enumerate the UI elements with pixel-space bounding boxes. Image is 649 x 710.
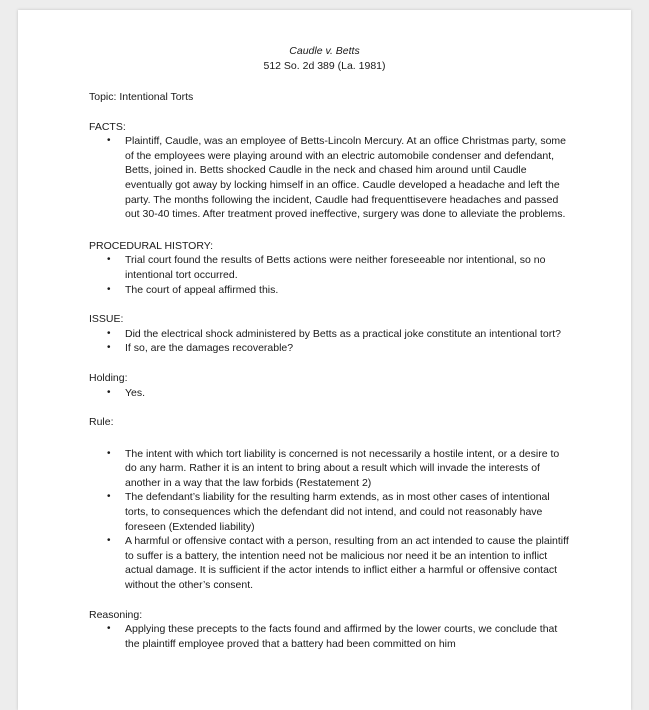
- bullet-icon: •: [107, 327, 111, 339]
- procedural-history-heading: PROCEDURAL HISTORY:: [89, 239, 214, 252]
- bullet-icon: •: [107, 447, 111, 459]
- rule-bullet-text: The defendant’s liability for the resulting harm extends, as in most other cases of intentional torts, to consequences which the defendant did not intend, and could not reasonably have foreseen (Extended liability): [125, 491, 550, 533]
- bullet-icon: •: [107, 535, 111, 547]
- brief-content: [89, 90, 569, 651]
- bullet-icon: •: [107, 135, 111, 147]
- procedural-history-bullet-text: Trial court found the results of Betts actions were neither foreseeable nor intentional, so no intentional tort occurred.: [125, 254, 546, 281]
- reasoning-list: [89, 622, 569, 651]
- case-citation: 512 So. 2d 389 (La. 1981): [263, 60, 386, 72]
- rule-heading: Rule:: [89, 416, 114, 429]
- topic-line: Topic: Intentional Torts: [89, 91, 194, 103]
- document-page: [18, 10, 631, 710]
- bullet-icon: •: [107, 342, 111, 354]
- rule-bullet-text: The intent with which tort liability is concerned is not necessarily a hostile intent, or a desire to do any harm. Rather it is an intent to bring about a result which will invade the interests of another in a way that the law forbids (Restatement 2): [125, 447, 560, 489]
- rule-bullet-text: A harmful or offensive contact with a person, resulting from an act intended to cause the plaintiff to suffer is a battery, the intention need not be malicious nor need it be an intention to inflict actual damage. It is sufficient if the actor intends to inflict either a harmful or offensive contact without the other’s consent.: [125, 535, 569, 592]
- bullet-icon: •: [107, 254, 111, 266]
- procedural-history-bullet-text: The court of appeal affirmed this.: [125, 283, 279, 296]
- issue-bullet-text: If so, are the damages recoverable?: [125, 342, 294, 355]
- list-item: [107, 490, 569, 534]
- procedural-history-list: [89, 253, 569, 297]
- facts-heading: FACTS:: [89, 120, 126, 133]
- case-title-block: [18, 44, 631, 74]
- list-item: [107, 386, 569, 401]
- list-item: [107, 283, 569, 298]
- issue-bullet-text: Did the electrical shock administered by Betts as a practical joke constitute an intentional tort?: [125, 327, 561, 340]
- facts-list: [89, 134, 569, 222]
- list-item: [107, 622, 569, 651]
- reasoning-heading: Reasoning:: [89, 608, 143, 621]
- facts-bullet-text: Plaintiff, Caudle, was an employee of Betts-Lincoln Mercury. At an office Christmas party, some of the employees were playing around with an electric automobile condenser and defendant, Betts, joined in. Betts shocked Caudle in the neck and chased him around until Caudle eventually got away by locking himself in an office. Caudle developed a headache and left the party. The months following the incident, Caudle had frequenttisevere headaches and passed out 30-40 times. After treatment proved ineffective, surgery was done to alleviate the problems.: [125, 135, 567, 221]
- reasoning-bullet-text: Applying these precepts to the facts found and affirmed by the lower courts, we conclude that the plaintiff employee proved that a battery had been committed on him: [125, 623, 558, 650]
- holding-bullet-text: Yes.: [125, 386, 146, 399]
- list-item: [107, 447, 569, 491]
- bullet-icon: •: [107, 491, 111, 503]
- bullet-icon: •: [107, 283, 111, 295]
- rule-list: [89, 447, 569, 593]
- list-item: [107, 134, 569, 222]
- issue-heading: ISSUE:: [89, 313, 124, 326]
- holding-heading: Holding:: [89, 371, 128, 384]
- list-item: [107, 341, 569, 356]
- holding-list: [89, 386, 569, 401]
- list-item: [107, 253, 569, 282]
- list-item: [107, 327, 569, 342]
- list-item: [107, 534, 569, 592]
- bullet-icon: •: [107, 386, 111, 398]
- bullet-icon: •: [107, 623, 111, 635]
- issue-list: [89, 327, 569, 356]
- case-name: Caudle v. Betts: [289, 45, 360, 57]
